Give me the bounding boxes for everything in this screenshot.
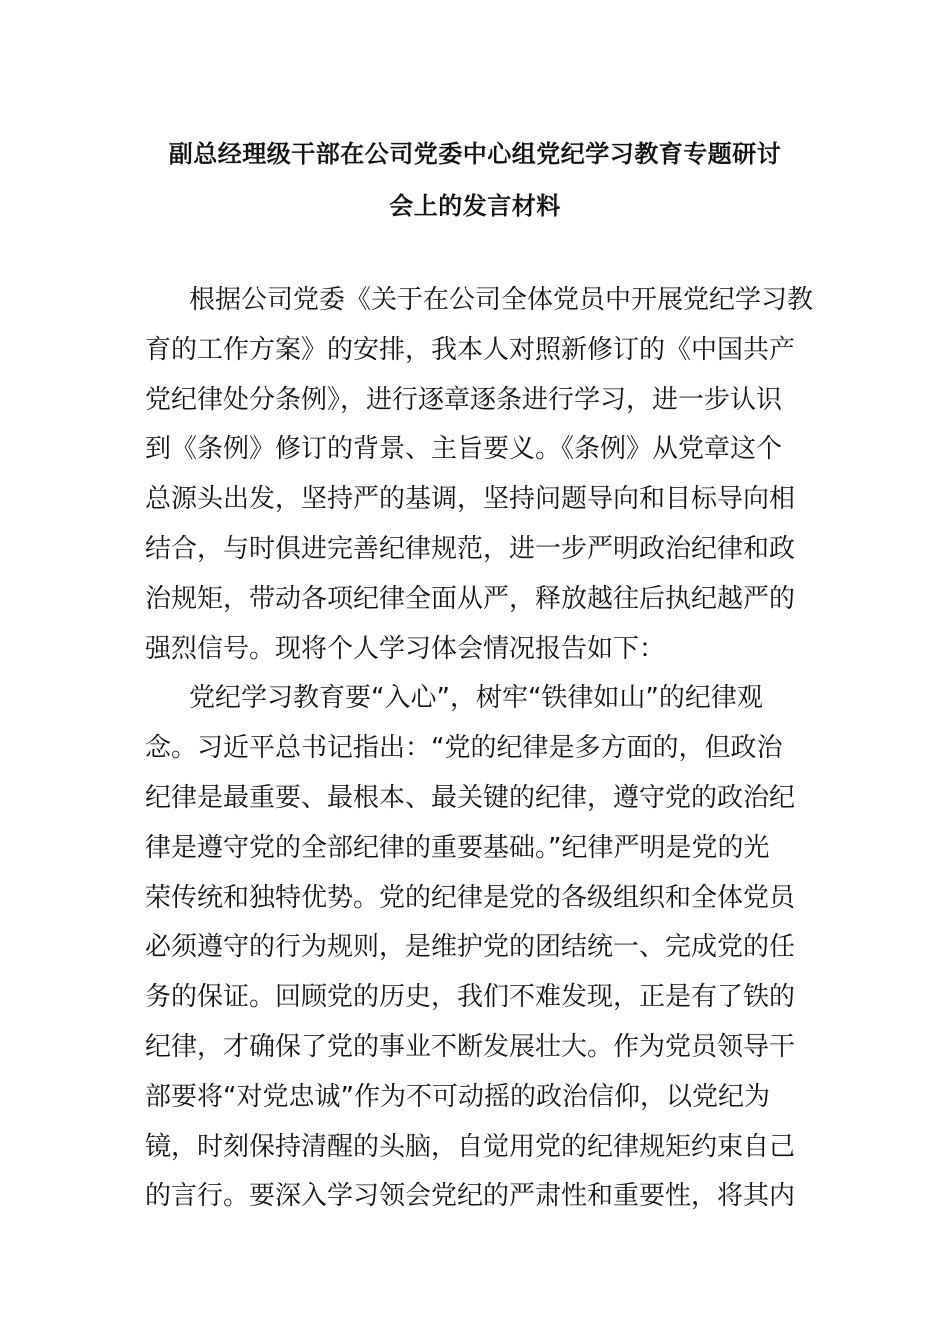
text-line: 念。习近平总书记指出：“党的纪律是多方面的，但政治 [145, 733, 783, 764]
text-line: 的言行。要深入学习领会党纪的严肃性和重要性，将其内 [145, 1181, 796, 1212]
text-line: 育的工作方案》的安排，我本人对照新修订的《中国共产 [145, 334, 796, 365]
text-line: 党纪学习教育要“入心”，树牢“铁律如山”的纪律观 [189, 683, 763, 714]
text-line: 强烈信号。现将个人学习体会情况报告如下： [145, 633, 666, 664]
text-line: 镜，时刻保持清醒的头脑，自觉用党的纪律规矩约束自己 [145, 1131, 796, 1162]
text-line: 必须遵守的行为规则，是维护党的团结统一、完成党的任 [145, 932, 796, 963]
title-line: 副总经理级干部在公司党委中心组党纪学习教育专题研讨 [168, 140, 782, 168]
paragraph-2 [145, 674, 811, 1222]
text-line: 纪律，才确保了党的事业不断发展壮大。作为党员领导干 [145, 1031, 796, 1062]
text-line: 总源头出发，坚持严的基调，坚持问题导向和目标导向相 [145, 484, 796, 515]
text-line: 党纪律处分条例》，进行逐章逐条进行学习，进一步认识 [145, 384, 783, 415]
title-line: 会上的发言材料 [389, 192, 561, 220]
text-line: 到《条例》修订的背景、主旨要义。《条例》从党章这个 [145, 434, 783, 465]
text-line: 纪律是最重要、最根本、最关键的纪律，遵守党的政治纪 [145, 782, 796, 813]
paragraph-1 [145, 276, 814, 674]
text-line: 务的保证。回顾党的历史，我们不难发现，正是有了铁的 [145, 982, 796, 1013]
document-body [145, 276, 814, 1222]
text-line: 治规矩，带动各项纪律全面从严，释放越往后执纪越严的 [145, 583, 796, 614]
document-title [100, 128, 850, 232]
text-line: 部要将“对党忠诚”作为不可动摇的政治信仰，以党纪为 [145, 1081, 770, 1112]
text-line: 律是遵守党的全部纪律的重要基础。”纪律严明是党的光 [145, 832, 770, 863]
text-line: 根据公司党委《关于在公司全体党员中开展党纪学习教 [189, 285, 814, 315]
text-line: 结合，与时俱进完善纪律规范，进一步严明政治纪律和政 [145, 533, 796, 564]
text-line: 荣传统和独特优势。党的纪律是党的各级组织和全体党员 [145, 882, 796, 913]
